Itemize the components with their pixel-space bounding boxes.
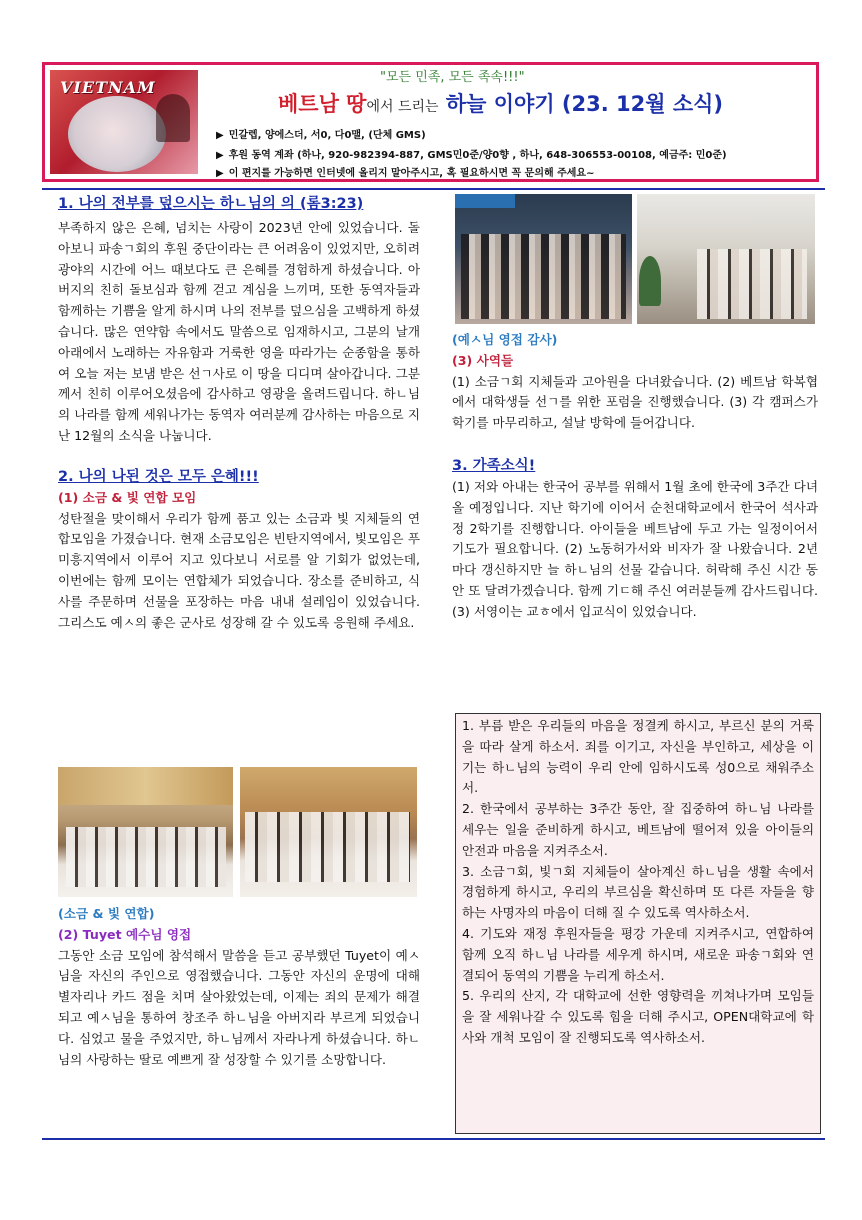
section2-body1: 성탄절을 맞이해서 우리가 함께 품고 있는 소금과 빛 지체들의 연합모임을 가졌습니다. 현재 소금모임은 빈탄지역에서, 빛모임은 푸미흥지역에서 이루어 지고 있다보니 서로를 알 기회가 없었는데, 이번에는 함께 모이는 연합체가 되었습니다. 장소를 준비하고, 식사를 주문하며 선물을 포장하는 마음 내내 설레임이 있었습니다. 그리스도 예ㅅ의 좋은 군사로 성장해 갈 수 있도록 응원해 주세요. bbox=[58, 510, 420, 630]
salvation-caption: (예ㅅ님 영접 감사) bbox=[452, 332, 558, 347]
prayer-item: 2. 한국에서 공부하는 3주간 동안, 잘 집중하여 하ㄴ님 나라를 세우는 일을 준비하게 하시고, 베트남에 떨어져 있을 아이들의 안전과 마음을 지켜주소서. bbox=[462, 801, 814, 858]
title-part3: 하늘 이야기 (23. 12월 소식) bbox=[445, 92, 724, 116]
bullet-icon: ▶ bbox=[216, 130, 224, 141]
section2-heading: 2. 나의 나된 것은 모두 은혜!!! bbox=[58, 468, 259, 485]
divider-bottom bbox=[42, 1138, 825, 1140]
vietnam-logo-image bbox=[50, 70, 198, 174]
names-text: 민갈렙, 양에스더, 서0, 다0맬, (단체 GMS) bbox=[228, 130, 426, 141]
salt-light-photo-left bbox=[58, 767, 233, 897]
bullet-icon: ▶ bbox=[216, 150, 224, 161]
header-line-names bbox=[216, 126, 426, 141]
header-line-notice bbox=[216, 164, 594, 179]
title-part2: 에서 드리는 bbox=[366, 99, 439, 115]
newsletter-title bbox=[278, 88, 723, 118]
right-column bbox=[452, 330, 818, 623]
section2-sub2: (2) Tuyet 예수님 영접 bbox=[58, 926, 192, 942]
logo-text: VIETNAM bbox=[60, 78, 156, 97]
prayer-item: 3. 소금ㄱ회, 빛ㄱ회 지체들이 살아계신 하ㄴ님을 생활 속에서 경험하게 하시고, 우리의 부르심을 확신하며 또 다른 자들을 향하는 사명자의 마음이 더해 질 수 있도록 역사하소서. bbox=[462, 863, 814, 921]
section1-heading: 1. 나의 전부를 덮으시는 하ㄴ님의 의 (롬3:23) bbox=[58, 196, 364, 212]
divider-top bbox=[42, 188, 825, 190]
salt-light-photo-right bbox=[240, 767, 417, 897]
vietnam-map-graphic bbox=[68, 96, 166, 172]
slogan: "모든 민족, 모든 족속!!!" bbox=[380, 70, 525, 85]
salvation-photo-left bbox=[455, 194, 632, 324]
prayer-item: 4. 기도와 재정 후원자들을 평강 가운데 지켜주시고, 연합하여 함께 오직 하ㄴ님 나라를 세우게 하시며, 새로운 파송ㄱ회와 연결되어 동역의 기쁨을 누리게 하소서. bbox=[462, 925, 814, 983]
title-part1: 베트남 땅 bbox=[278, 92, 367, 116]
account-text: 후원 동역 계좌 (하나, 920-982394-887, GMS민0준/양0향 , 하나, 648-306553-00108, 예금주: 민0준) bbox=[228, 150, 727, 161]
section3-sub: (3) 사역들 bbox=[452, 352, 514, 368]
ministries-body: (1) 소금ㄱ회 지체들과 고아원을 다녀왔습니다. (2) 베트남 학복협에서 대학생들 선ㄱ를 위한 포럼을 진행했습니다. (3) 각 캠퍼스가 학기를 마무리하고, 설날 방학에 들어갑니다. bbox=[452, 373, 818, 431]
raised-hands-graphic bbox=[156, 94, 190, 142]
bullet-icon: ▶ bbox=[216, 168, 224, 179]
section2-body2: 그동안 소금 모임에 참석해서 말씀을 듣고 공부했던 Tuyet이 예ㅅ님을 자신의 주인으로 영접했습니다. 그동안 자신의 운명에 대해 별자리나 카드 점을 치며 살아왔었는데, 이제는 죄의 문제가 해결되고 예ㅅ님을 통하여 창조주 하ㄴ님을 아버지라 부르게 되었습니다. 심었고 물을 주었지만, 하ㄴ님께서 자라나게 하셨습니다. 하ㄴ님의 사랑하는 딸로 예쁘게 잘 성장할 수 있기를 소망합니다. bbox=[58, 947, 420, 1067]
header-line-account bbox=[216, 146, 727, 161]
prayer-item: 5. 우리의 산지, 각 대학교에 선한 영향력을 끼쳐나가며 모임들을 잘 세워나갈 수 있도록 힘을 더해 주시고, OPEN대학교에 학사와 개척 모임이 잘 진행되도록 역사하소서. bbox=[462, 988, 814, 1045]
section1-body: 부족하지 않은 은혜, 넘치는 사랑이 2023년 안에 있었습니다. 돌아보니 파송ㄱ회의 후원 중단이라는 큰 어려움이 있었지만, 오히려 광야의 시간에 어느 때보다도 큰 은혜를 경험하게 하셨습니다. 아버지의 친히 돌보심과 함께 걷고 계심을 느끼며, 또한 동역자들과 함께하는 기쁨을 알게 하시며 나의 전부를 덮으심을 고백하게 하셨습니다. 많은 연약함 속에서도 말씀으로 임재하시고, 그분의 날개 아래에서 노래하는 자유함과 거룩한 영을 따라가는 순종함을 통하여 오늘 저는 보냄 받은 선ㄱ사로 이 땅을 디디며 살아갑니다. 그분께서 친히 이루어오셨음에 감사하고 영광을 올려드립니다. 하ㄴ님의 나라를 함께 세워나가는 동역자 여러분께 감사하는 마음으로 지난 12월의 소식을 나눕니다. bbox=[58, 220, 420, 443]
notice-text: 이 편지를 가능하면 인터넷에 올리지 말아주시고, 혹 필요하시면 꼭 문의해 주세요~ bbox=[228, 168, 595, 179]
salvation-photo-right bbox=[637, 194, 815, 324]
salt-light-caption: (소금 & 빛 연합) bbox=[58, 906, 155, 921]
family-body: (1) 저와 아내는 한국어 공부를 위해서 1월 초에 한국에 3주간 다녀올 예정입니다. 지난 학기에 이어서 순천대학교에서 한국어 석사과정 2학기를 진행합니다. 아이들을 베트남에 두고 가는 일정이어서 기도가 필요합니다. (2) 노동허가서와 비자가 잘 나왔습니다. 2년마다 갱신하지만 늘 하ㄴ님의 선물 같습니다. 허락해 주신 시간 동안 또 달려가겠습니다. 함께 기ㄷ해 주신 여러분들께 감사드립니다. (3) 서영이는 교ㅎ에서 입교식이 있었습니다. bbox=[452, 478, 818, 619]
section2-sub1: (1) 소금 & 빛 연합 모임 bbox=[58, 489, 197, 505]
prayer-item: 1. 부름 받은 우리들의 마음을 정결케 하시고, 부르신 분의 거룩을 따라 살게 하소서. 죄를 이기고, 자신을 부인하고, 세상을 이기는 하ㄴ님의 능력이 우리 안에 임하시도록 성0으로 채워주소서. bbox=[462, 718, 814, 796]
left-column-bottom bbox=[58, 904, 420, 1070]
prayer-requests-box bbox=[455, 713, 821, 1134]
left-column-top bbox=[58, 194, 420, 633]
family-heading: 3. 가족소식! bbox=[452, 457, 536, 474]
